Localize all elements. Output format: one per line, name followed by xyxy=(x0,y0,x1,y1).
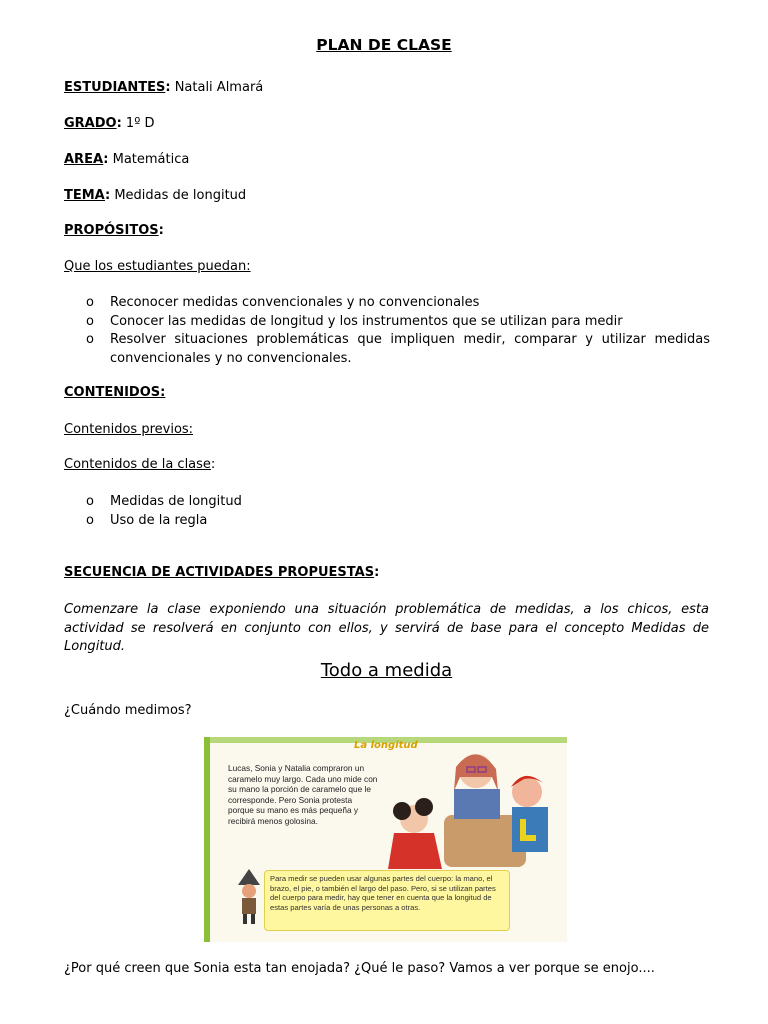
field-estudiantes: ESTUDIANTES: Natali Almará xyxy=(64,80,264,95)
illustration-heading: La longitud xyxy=(354,740,418,751)
field-value: Natali Almará xyxy=(170,80,264,95)
illustration-note: Para medir se pueden usar algunas partes del cuerpo: la mano, el brazo, el pie, o también el largo del paso. Pero, si se utilizan partes del cuerpo para medir, hay que tener en cuenta que la longitud de estas partes varía de unas personas a otras. xyxy=(264,870,510,931)
field-label: PROPÓSITOS xyxy=(64,223,159,238)
contents-list xyxy=(86,493,710,530)
purposes-list xyxy=(86,294,710,368)
list-item: o Reconocer medidas convencionales y no convencionales xyxy=(86,294,710,313)
bullet-icon: o xyxy=(86,295,94,310)
gnome-character-icon xyxy=(234,869,264,927)
field-value: Medidas de longitud xyxy=(110,188,247,203)
textbook-illustration xyxy=(204,737,567,942)
illustration-story: Lucas, Sonia y Natalia compraron un caramelo muy largo. Cada uno mide con su mano la porción de caramelo que le corresponde. Pero Sonia protesta porque su mano es más pequeña y recibirá menos golosina. xyxy=(228,763,378,826)
sequence-paragraph: Comenzare la clase exponiendo una situación problemática de medidas, a los chicos, esta actividad se resolverá en conjunto con ellos, y servirá de base para el concepto Medidas de Longitud. xyxy=(64,602,709,654)
prior-contents-label: Contenidos previos: xyxy=(64,422,194,437)
question-when-measure: ¿Cuándo medimos? xyxy=(64,703,192,718)
field-grado: GRADO: 1º D xyxy=(64,116,155,131)
field-label: ESTUDIANTES xyxy=(64,80,166,95)
purposes-intro: Que los estudiantes puedan: xyxy=(64,259,251,274)
contents-heading: CONTENIDOS: xyxy=(64,385,166,400)
field-area: AREA: Matemática xyxy=(64,152,190,167)
illustration-stripe xyxy=(204,737,210,942)
list-item: o Uso de la regla xyxy=(86,512,710,531)
field-label: GRADO xyxy=(64,116,117,131)
bullet-icon: o xyxy=(86,313,94,329)
list-item: o Medidas de longitud xyxy=(86,493,710,512)
bullet-icon: o xyxy=(86,512,94,528)
field-value: Matemática xyxy=(108,152,190,167)
bullet-icon: o xyxy=(86,332,94,347)
children-with-candy-drawing xyxy=(384,747,564,872)
page-title: PLAN DE CLASE xyxy=(316,36,452,54)
question-sonia: ¿Por qué creen que Sonia esta tan enojada? ¿Qué le paso? Vamos a ver porque se enojo.... xyxy=(64,961,655,976)
list-item: o Resolver situaciones problemáticas que impliquen medir, comparar y utilizar medidas convencionales y no convencionales. xyxy=(86,332,710,366)
field-tema: TEMA: Medidas de longitud xyxy=(64,188,247,203)
field-propositos: PROPÓSITOS: xyxy=(64,223,164,238)
sequence-heading: SECUENCIA DE ACTIVIDADES PROPUESTAS: xyxy=(64,565,380,580)
field-label: TEMA xyxy=(64,188,105,203)
field-label: AREA xyxy=(64,152,104,167)
class-contents-label: Contenidos de la clase: xyxy=(64,457,216,472)
field-value: 1º D xyxy=(121,116,155,131)
section-subtitle: Todo a medida xyxy=(320,660,453,681)
list-item: o Conocer las medidas de longitud y los instrumentos que se utilizan para medir xyxy=(86,313,710,332)
bullet-icon: o xyxy=(86,494,94,509)
